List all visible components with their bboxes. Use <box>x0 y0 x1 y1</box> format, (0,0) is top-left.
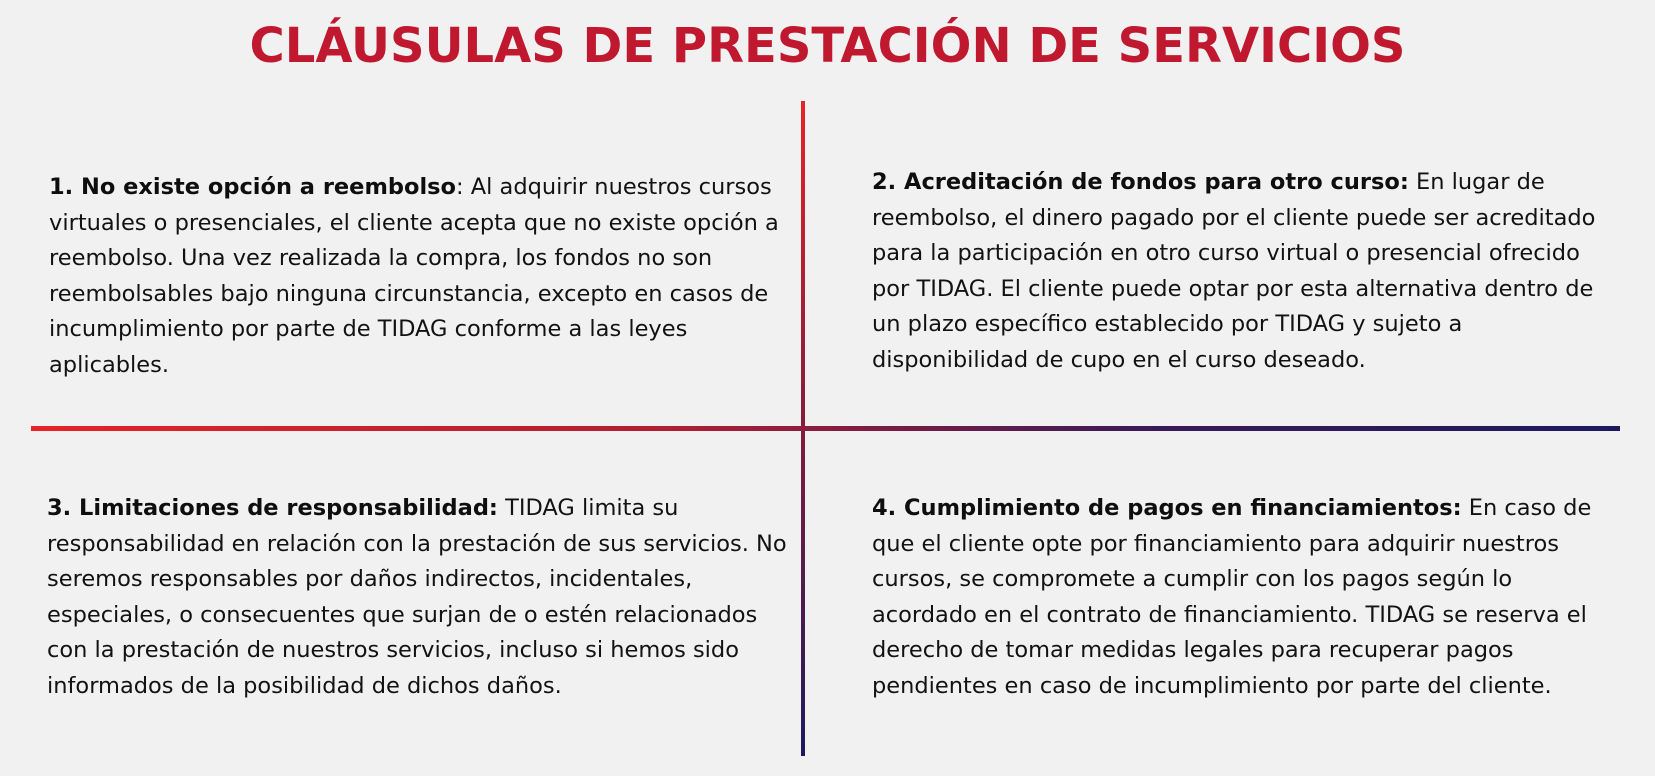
clause-fund-credit <box>872 165 1617 378</box>
clause-heading: 3. Limitaciones de responsabilidad: <box>47 495 498 521</box>
clause-heading: 1. No existe opción a reembolso <box>49 174 457 200</box>
horizontal-divider <box>31 426 1620 431</box>
clause-body: TIDAG limita su responsabilidad en relación con la prestación de sus servicios. No seremos responsables por daños indirectos, incidentales, especiales, o consecuentes que surjan de o estén relacionados con la prestación de nuestros servicios, incluso si hemos sido informados de la posibilidad de dichos daños. <box>47 495 787 699</box>
clause-financing-payments <box>872 491 1617 704</box>
clause-no-refund <box>49 170 784 383</box>
page-title: CLÁUSULAS DE PRESTACIÓN DE SERVICIOS <box>249 18 1406 74</box>
clause-body: En lugar de reembolso, el dinero pagado por el cliente puede ser acreditado para la participación en otro curso virtual o presencial ofrecido por TIDAG. El cliente puede optar por esta alternativa dentro de un plazo específico establecido por TIDAG y sujeto a disponibilidad de cupo en el curso deseado. <box>872 169 1596 373</box>
clause-liability-limits <box>47 491 792 704</box>
clause-heading: 2. Acreditación de fondos para otro curso: <box>872 169 1409 195</box>
clause-body: En caso de que el cliente opte por financiamiento para adquirir nuestros cursos, se compromete a cumplir con los pagos según lo acordado en el contrato de financiamiento. TIDAG se reserva el derecho de tomar medidas legales para recuperar pagos pendientes en caso de incumplimiento por parte del cliente. <box>872 495 1592 699</box>
clause-heading: 4. Cumplimiento de pagos en financiamientos: <box>872 495 1462 521</box>
clause-body: : Al adquirir nuestros cursos virtuales o presenciales, el cliente acepta que no existe opción a reembolso. Una vez realizada la compra, los fondos no son reembolsables bajo ninguna circunstancia, excepto en casos de incumplimiento por parte de TIDAG conforme a las leyes aplicables. <box>49 174 779 378</box>
